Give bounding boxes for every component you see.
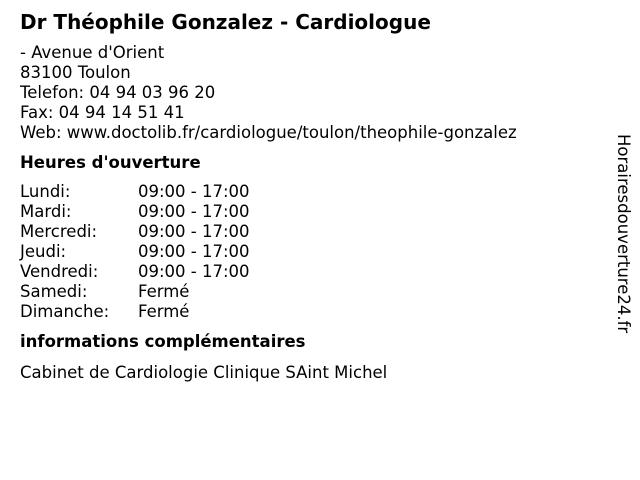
hours-row-wednesday <box>20 222 600 242</box>
info-heading: informations complémentaires <box>20 332 306 351</box>
day-label: Jeudi: <box>20 242 67 261</box>
address-street: - Avenue d'Orient <box>20 43 165 62</box>
day-hours: 09:00 - 17:00 <box>138 262 250 281</box>
phone-number: Telefon: 04 94 03 96 20 <box>20 83 216 102</box>
day-label: Vendredi: <box>20 262 99 281</box>
hours-table <box>20 182 600 322</box>
day-label: Samedi: <box>20 282 88 301</box>
day-label: Mercredi: <box>20 222 98 241</box>
info-text: Cabinet de Cardiologie Clinique SAint Michel <box>20 363 388 382</box>
day-hours: Fermé <box>138 282 190 301</box>
day-hours: 09:00 - 17:00 <box>138 242 250 261</box>
watermark: Horairesdouverture24.fr <box>614 134 633 334</box>
hours-heading: Heures d'ouverture <box>20 153 201 172</box>
day-hours: 09:00 - 17:00 <box>138 202 250 221</box>
hours-row-thursday <box>20 242 600 262</box>
day-hours: 09:00 - 17:00 <box>138 222 250 241</box>
hours-row-saturday <box>20 282 600 302</box>
page-title: Dr Théophile Gonzalez - Cardiologue <box>20 10 431 34</box>
hours-row-friday <box>20 262 600 282</box>
address-city: 83100 Toulon <box>20 63 131 82</box>
fax-number: Fax: 04 94 14 51 41 <box>20 103 185 122</box>
day-label: Dimanche: <box>20 302 110 321</box>
hours-row-sunday <box>20 302 600 322</box>
day-hours: 09:00 - 17:00 <box>138 182 250 201</box>
day-label: Mardi: <box>20 202 72 221</box>
website: Web: www.doctolib.fr/cardiologue/toulon/theophile-gonzalez <box>20 123 517 142</box>
hours-row-monday <box>20 182 600 202</box>
contact-block <box>20 43 600 143</box>
listing-card <box>20 9 600 383</box>
hours-row-tuesday <box>20 202 600 222</box>
day-label: Lundi: <box>20 182 71 201</box>
day-hours: Fermé <box>138 302 190 321</box>
